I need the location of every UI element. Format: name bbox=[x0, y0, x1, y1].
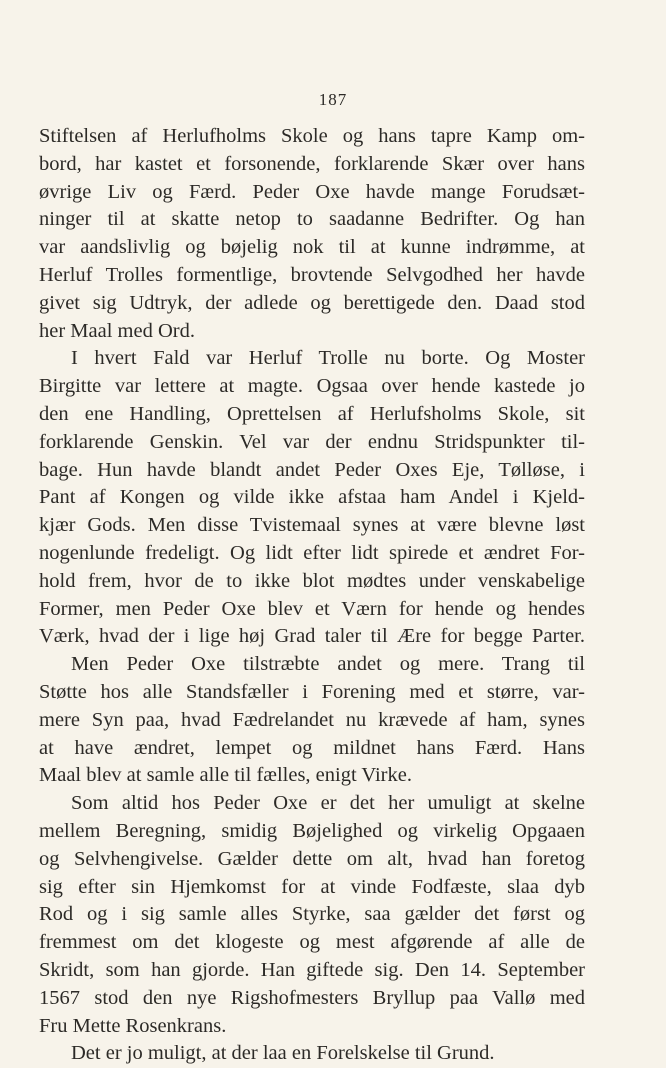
text-line: mellem Beregning, smidig Bøjelighed og virkelig Opgaaen bbox=[39, 819, 585, 842]
text-line: Herluf Trolles formentlige, brovtende Selvgodhed her havde bbox=[39, 263, 585, 286]
text-line: var aandslivlig og bøjelig nok til at kunne indrømme, at bbox=[39, 236, 585, 259]
text-line: og Selvhengivelse. Gælder dette om alt, hvad han foretog bbox=[39, 847, 585, 870]
text-line: 1567 stod den nye Rigshofmesters Bryllup paa Vallø med bbox=[39, 986, 585, 1009]
text-line: Værk, hvad der i lige høj Grad taler til Ære for begge Parter. bbox=[39, 625, 585, 648]
page-number: 187 bbox=[318, 90, 348, 109]
text-line: øvrige Liv og Færd. Peder Oxe havde mange Forudsæt- bbox=[39, 180, 585, 203]
text-line: Rod og i sig samle alles Styrke, saa gælder det først og bbox=[39, 903, 585, 926]
text-line: at have ændret, lempet og mildnet hans Færd. Hans bbox=[39, 736, 585, 759]
text-line: Skridt, som han gjorde. Han giftede sig. Den 14. September bbox=[39, 958, 585, 981]
text-line: givet sig Udtryk, der adlede og berettigede den. Daad stod bbox=[39, 291, 585, 314]
text-line: Det er jo muligt, at der laa en Forelskelse til Grund. bbox=[71, 1042, 495, 1065]
text-line: Pant af Kongen og vilde ikke afstaa ham Andel i Kjeld- bbox=[39, 486, 585, 509]
text-line: Maal blev at samle alle til fælles, enigt Virke. bbox=[39, 764, 412, 787]
text-line: Fru Mette Rosenkrans. bbox=[39, 1014, 227, 1037]
text-line: Men Peder Oxe tilstræbte andet og mere. Trang til bbox=[71, 653, 585, 676]
text-line: Stiftelsen af Herlufholms Skole og hans tapre Kamp om- bbox=[39, 125, 585, 147]
body-text bbox=[39, 123, 585, 1068]
text-line: mere Syn paa, hvad Fædrelandet nu krævede af ham, synes bbox=[39, 708, 585, 731]
text-line: bage. Hun havde blandt andet Peder Oxes Eje, Tølløse, i bbox=[39, 458, 585, 481]
text-line: kjær Gods. Men disse Tvistemaal synes at være blevne løst bbox=[39, 514, 585, 537]
text-line: hold frem, hvor de to ikke blot mødtes under venskabelige bbox=[39, 569, 585, 592]
text-line: den ene Handling, Oprettelsen af Herlufsholms Skole, sit bbox=[39, 402, 585, 425]
text-line: Støtte hos alle Standsfæller i Forening med et større, var- bbox=[39, 680, 585, 703]
text-line: bord, har kastet et forsonende, forklarende Skær over hans bbox=[39, 152, 585, 175]
text-line: fremmest om det klogeste og mest afgørende af alle de bbox=[39, 931, 585, 954]
text-line: Former, men Peder Oxe blev et Værn for hende og hendes bbox=[39, 597, 585, 620]
text-line: her Maal med Ord. bbox=[39, 319, 195, 342]
text-line: Birgitte var lettere at magte. Ogsaa over hende kastede jo bbox=[39, 375, 585, 398]
text-line: forklarende Genskin. Vel var der endnu Stridspunkter til- bbox=[39, 430, 585, 453]
text-line: sig efter sin Hjemkomst for at vinde Fodfæste, slaa dyb bbox=[39, 875, 585, 898]
text-line: ninger til at skatte netop to saadanne Bedrifter. Og han bbox=[39, 208, 585, 231]
text-line: Som altid hos Peder Oxe er det her umuligt at skelne bbox=[71, 792, 585, 815]
text-line: I hvert Fald var Herluf Trolle nu borte. Og Moster bbox=[71, 347, 585, 370]
text-line: nogenlunde fredeligt. Og lidt efter lidt spirede et ændret For- bbox=[39, 541, 585, 564]
